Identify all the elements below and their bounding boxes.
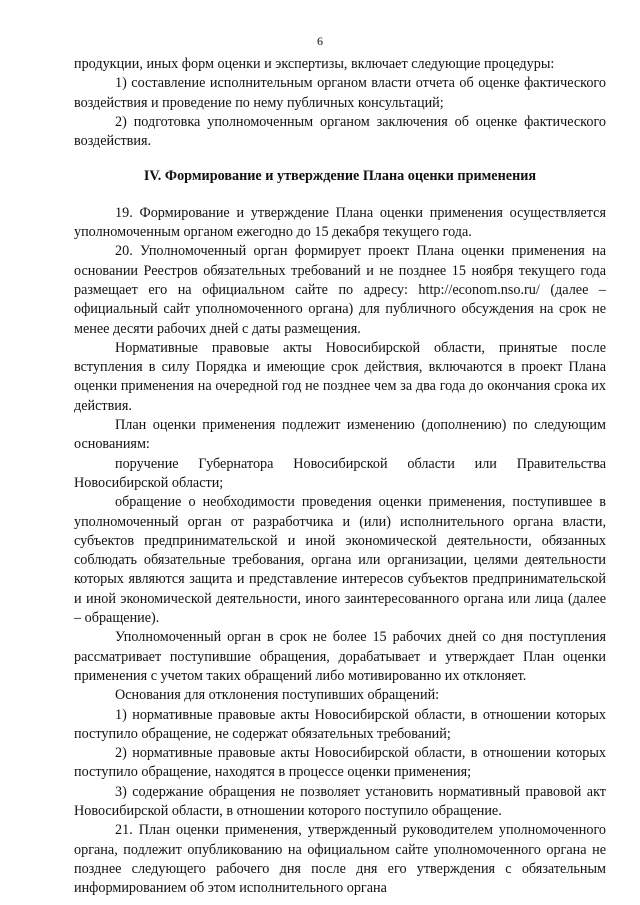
paragraph: обращение о необходимости проведения оценки применения, поступившее в уполномоченный орган от разработчика и (или) исполнительного органа власти, субъектов предпринимательской и иной экономической деятельности, обязанных соблюдать обязательные требования, органа или организации, целями деятельности которых являются защита и представление интересов субъектов предпринимательской и иной экономической деятельности, иного заинтересованного органа или лица (далее – обращение). [74, 494, 606, 627]
paragraph: 3) содержание обращения не позволяет установить нормативный правовой акт Новосибирской области, в отношении которого поступило обращение. [74, 783, 606, 819]
paragraph: 1) составление исполнительным органом власти отчета об оценке фактического воздействия и проведение по нему публичных консультаций; [74, 75, 606, 111]
paragraph: Нормативные правовые акты Новосибирской области, принятые после вступления в силу Порядка и имеющие срок действия, включаются в проект Плана оценки применения на очередной год не позднее чем за два года до окончания срока их действия. [74, 339, 606, 414]
paragraph-21: 21. План оценки применения, утвержденный руководителем уполномоченного органа, подлежит опубликованию на официальном сайте уполномоченного органа не позднее следующего рабочего дня после дня его утверждения с обязательным информированием об этом исполнительного органа [74, 822, 606, 897]
paragraph-20: 20. Уполномоченный орган формирует проект Плана оценки применения на основании Реестров обязательных требований и не позднее 15 ноября текущего года размещает его на официальном сайте по адресу: http://econom.nso.ru/ (далее – официальный сайт уполномоченного органа) для публичного обсуждения на срок не менее десяти рабочих дней с даты размещения. [74, 243, 606, 337]
paragraph: Основания для отклонения поступивших обращений: [115, 687, 440, 704]
paragraph: 2) подготовка уполномоченным органом заключения об оценке фактического воздействия. [74, 113, 606, 150]
paragraph: поручение Губернатора Новосибирской области или Правительства Новосибирской области; [74, 455, 606, 491]
paragraph: План оценки применения подлежит изменению (дополнению) по следующим основаниям: [74, 417, 606, 453]
paragraph: 1) нормативные правовые акты Новосибирской области, в отношении которых поступило обращение, не содержат обязательных требований; [74, 706, 606, 742]
document-body [74, 55, 606, 898]
paragraph-19: 19. Формирование и утверждение Плана оценки применения осуществляется уполномоченным органом ежегодно до 15 декабря текущего года. [74, 204, 606, 241]
paragraph: продукции, иных форм оценки и экспертизы, включает следующие процедуры: [74, 56, 555, 72]
paragraph: Уполномоченный орган в срок не более 15 рабочих дней со дня поступления рассматривает поступившие обращения, дорабатывает и утверждает План оценки применения с учетом таких обращений либо мотивированно их отклоняет. [74, 629, 606, 684]
section-heading: IV. Формирование и утверждение Плана оценки применения [143, 168, 537, 185]
page-number: 6 [317, 34, 323, 48]
paragraph: 2) нормативные правовые акты Новосибирской области, в отношении которых поступило обращение, находятся в процессе оценки применения; [74, 745, 606, 781]
